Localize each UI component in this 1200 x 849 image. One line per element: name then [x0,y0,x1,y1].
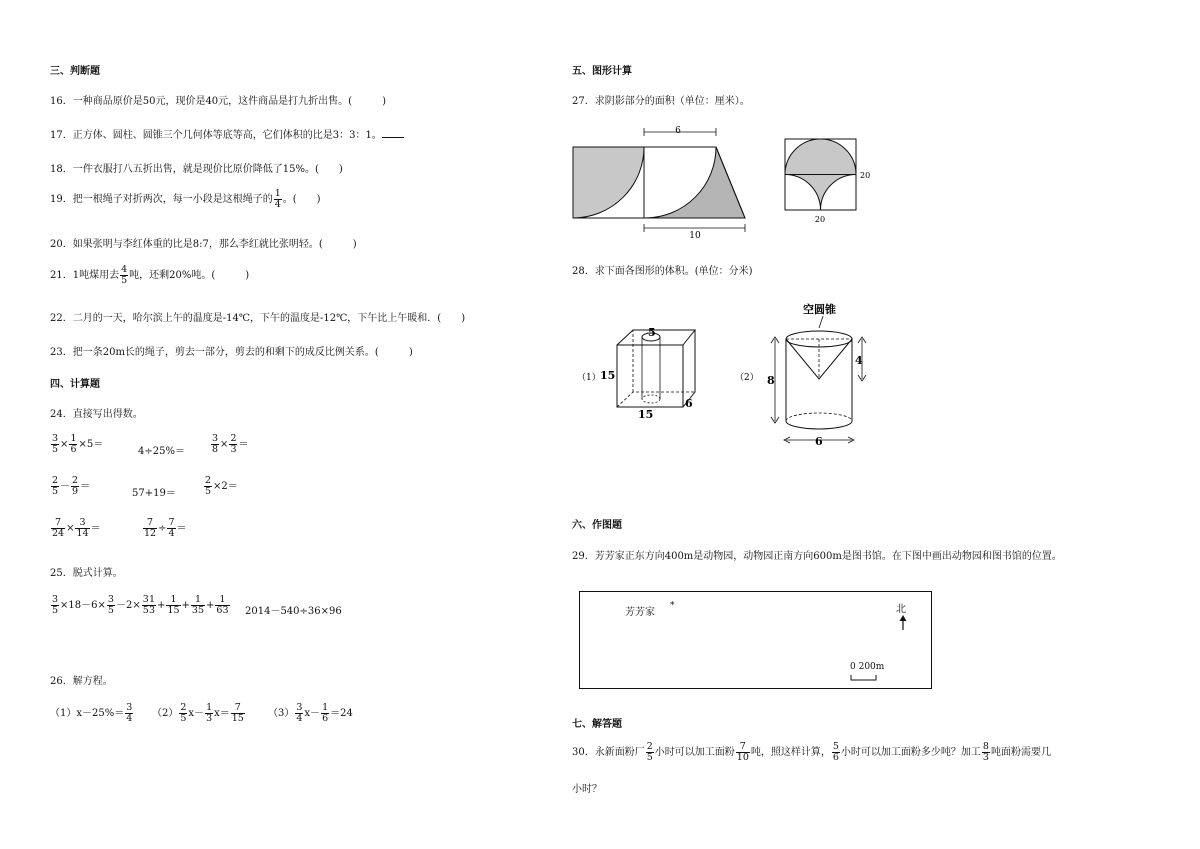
numerator: 1 [70,433,77,444]
numerator: 2 [646,741,653,752]
denominator: 12 [144,528,157,539]
denominator: 3 [230,444,237,455]
expr-r1b: 4÷25%＝ [138,446,185,457]
expr-r1a [50,434,103,455]
denominator: 5 [52,605,59,616]
denominator: 6 [322,713,329,724]
numerator: 3 [52,594,59,605]
denominator: 5 [121,275,128,286]
calc-3: 2014－540÷36×96 [245,606,342,617]
numerator: 1 [166,595,180,606]
equation-text: ＝24 [330,708,353,719]
equation-text: （3） [268,708,295,719]
section-3-title: 三、判断题 [50,66,100,77]
numerator: 3 [126,702,133,713]
label-right: 20 [860,171,871,180]
operator: + [181,600,190,611]
question-18: 18．一件衣服打八五折出售，就是现价比原价降低了15%。( ) [50,164,343,175]
expr-tail: ×5＝ [78,439,104,450]
question-21-text: 21．1吨煤用去 [50,270,120,281]
fraction [148,595,156,616]
denominator: 6 [832,752,839,763]
numerator: 7 [231,703,245,714]
question-28: 28．求下面各图形的体积。(单位：分米) [572,266,753,277]
expr-tail: ＝ [90,523,101,534]
denominator: 15 [231,713,244,724]
section-7-title: 七、解答题 [572,719,622,730]
numerator: 7 [736,742,750,753]
fraction [215,595,229,616]
equation-text: （2） [152,708,179,719]
denominator: 8 [212,444,219,455]
operator: × [60,439,69,450]
label-top: 5 [648,326,656,339]
question-30-text: 吨面粉需要几 [990,747,1051,758]
numerator: 7 [51,518,65,529]
home-point-icon: * [670,601,675,611]
expr-tail: ＝ [176,523,187,534]
question-30-cont: 小时？ [572,784,602,795]
expr-r2c [203,476,238,497]
equation-2 [152,703,246,724]
figure-28a-cuboid [575,325,705,420]
fraction [51,434,59,455]
equation-text: x－ [188,708,205,719]
numerator: 8 [982,741,989,752]
expr-r1c [210,434,248,455]
expr-part: ×18－6× [60,600,106,611]
operator: － [60,481,71,492]
denominator: 5 [107,605,114,616]
label-bottom: 20 [814,215,826,224]
operator: × [66,523,75,534]
fraction [982,742,990,763]
figure-label: （2） [735,373,759,383]
numerator: 3 [212,433,219,444]
fraction [75,518,89,539]
fraction [274,189,282,210]
label-cone: 4 [855,354,863,367]
fraction [832,742,840,763]
fraction [143,518,157,539]
denominator: 35 [191,605,205,616]
fraction [231,703,245,724]
fraction [204,476,212,497]
expr-tail: ＝ [238,439,249,450]
question-23: 23．把一条20m长的绳子，剪去一部分，剪去的和剩下的成反比例关系。( ) [50,347,413,358]
fraction [69,434,77,455]
fraction [166,595,180,616]
numerator: 3 [107,594,114,605]
numerator: 3 [52,433,59,444]
numerator: 4 [121,264,128,275]
denominator: 5 [646,752,653,763]
section-5-title: 五、图形计算 [572,66,632,77]
cylinder-bottom-back [786,413,852,421]
fraction [167,518,175,539]
question-30-text: 小时可以加工面粉多少吨？加工 [840,747,981,758]
denominator: 5 [142,605,149,616]
question-17 [50,126,404,141]
question-17-text: 17．正方体、圆柱、圆锥三个几何体等底等高，它们体积的比是3：3：1。 [50,130,382,141]
denominator: 4 [126,713,133,724]
question-30-text: 30．永新面粉厂 [572,747,645,758]
label-bottom: 10 [689,231,701,241]
equation-text: x－ [304,708,321,719]
fraction [191,595,205,616]
label-top: 6 [675,126,681,136]
expr-r3a [50,518,101,539]
figure-27a [570,122,755,240]
fraction [211,434,219,455]
equation-text: x＝ [214,708,230,719]
denominator: 3 [206,713,213,724]
denominator: 4 [296,713,303,724]
home-label: 芳芳家 [625,607,655,618]
operator: × [220,439,229,450]
numerator: 3 [296,702,303,713]
denominator: 6 [70,444,77,455]
numerator: 7 [168,517,175,528]
operator: ÷ [158,523,167,534]
north-label: 北 [896,604,906,615]
denominator: 15 [167,605,180,616]
north-arrow-icon [898,614,908,632]
question-21-tail: 吨，还剩20%吨。( ) [129,270,250,281]
numerator: 2 [52,475,59,486]
expr-tail: ×2＝ [213,481,238,492]
numerator: 2 [205,475,212,486]
question-30 [572,742,1051,763]
fraction [51,476,59,497]
equation-1 [50,703,134,724]
fraction [295,703,303,724]
label-depth: 6 [685,397,693,410]
numerator: 5 [832,741,839,752]
equation-3 [268,703,353,724]
label-bottom: 6 [815,435,823,448]
question-21 [50,265,249,286]
question-30-text: 吨，照这样计算， [750,747,831,758]
fraction [125,703,133,724]
denominator: 63 [216,605,229,616]
scale-bar-icon [850,674,880,682]
expr-r2b: 57+19＝ [132,488,176,499]
title-pointer [819,316,823,328]
fraction [736,742,750,763]
question-16: 16．一种商品原价是50元，现价是40元，这件商品是打九折出售。( ) [50,96,386,107]
label-left: 15 [600,369,616,382]
numerator: 2 [180,702,187,713]
figure-label: （1） [577,373,601,383]
denominator: 5 [52,486,59,497]
numerator: 1 [206,702,213,713]
fraction [71,476,79,497]
fraction [321,703,329,724]
fraction [179,703,187,724]
expr-part: －2× [115,600,141,611]
question-19-tail: 。( ) [282,194,321,205]
denominator: 5 [180,713,187,724]
cuboid-front [617,345,683,407]
map-box[interactable] [579,591,932,689]
denominator: 14 [76,528,89,539]
numerator: 1 [274,188,281,199]
denominator: 5 [205,486,212,497]
fraction [51,518,65,539]
label-height: 8 [767,374,775,387]
denominator: 3 [149,605,156,616]
calc-1 [50,595,151,616]
numerator: 1 [149,594,156,605]
numerator: 2 [72,475,79,486]
expr-r2a [50,476,90,497]
section-6-title: 六、作图题 [572,520,622,531]
question-25: 25．脱式计算。 [50,568,123,579]
scale-label: 0 200m [850,662,885,672]
numerator: 1 [215,595,229,606]
question-24: 24．直接写出得数。 [50,409,143,420]
question-19-text: 19．把一根绳子对折两次，每一小段是这根绳子的 [50,194,273,205]
fraction [51,595,59,616]
question-19 [50,189,321,210]
denominator: 3 [982,752,989,763]
numerator: 7 [143,518,157,529]
question-30-text: 小时可以加工面粉 [654,747,735,758]
shaded-region-left [573,147,644,218]
fraction [205,703,213,724]
fraction [107,595,115,616]
calc-2 [147,595,231,616]
denominator: 10 [736,752,749,763]
numerator: 3 [75,518,89,529]
figure-title: 空圆锥 [803,303,836,316]
numerator: 1 [191,595,205,606]
label-bottom: 15 [638,408,654,421]
question-20: 20．如果张明与李红体重的比是8:7，那么李红就比张明轻。( ) [50,239,357,250]
question-22: 22．二月的一天，哈尔滨上午的温度是-14℃，下午的温度是-12℃，下午比上午暖和．( ) [50,313,466,324]
question-29: 29．芳芳家正东方向400m是动物园，动物园正南方向600m是图书馆。在下图中画出动物园和图书馆的位置。 [572,551,1062,562]
cylinder-bottom-front [786,421,852,429]
equation-text: （1）x－25%＝ [50,708,125,719]
denominator: 24 [52,528,65,539]
answer-blank [382,129,404,138]
fraction [120,265,128,286]
numerator: 3 [142,594,149,605]
fraction [646,742,654,763]
denominator: 9 [72,486,79,497]
section-4-title: 四、计算题 [50,379,100,390]
question-26: 26．解方程。 [50,676,113,687]
figure-28b-cylinder [735,298,885,453]
cylinder-hole-bottom [642,395,660,403]
numerator: 2 [230,433,237,444]
expr-r3b [142,518,187,539]
denominator: 5 [52,444,59,455]
denominator: 4 [168,528,175,539]
operator: + [206,600,215,611]
fraction [229,434,237,455]
numerator: 1 [322,702,329,713]
expr-tail: ＝ [80,481,91,492]
question-27: 27．求阴影部分的面积（单位：厘米）。 [572,96,750,107]
operator: + [157,600,166,611]
figure-27b [780,135,875,230]
denominator: 4 [274,199,281,210]
